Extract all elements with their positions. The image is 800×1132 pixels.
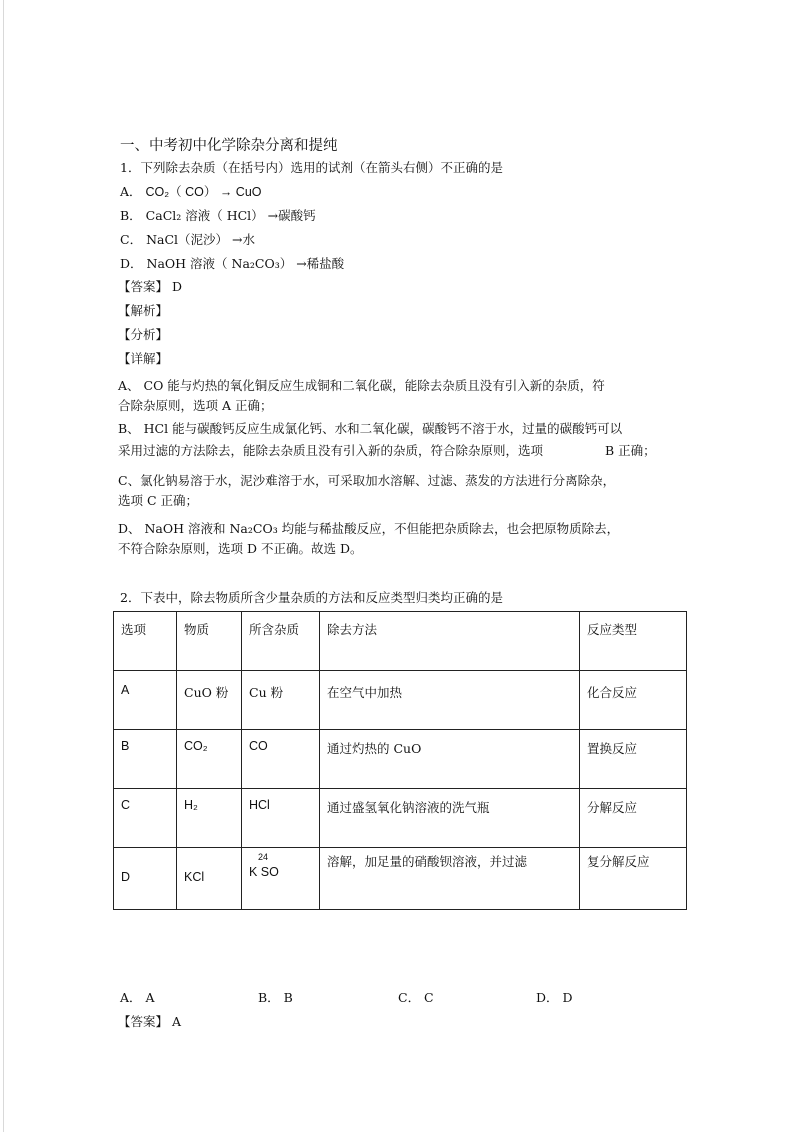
q2-answer: 【答案】 A — [118, 1014, 182, 1029]
q2-row-d-reaction-type: 复分解反应 — [580, 848, 687, 910]
q2-header-option: 选项 — [114, 612, 177, 671]
q2-row-d-impurity-formula — [249, 852, 319, 882]
q2-row-a-option: A — [114, 671, 177, 730]
q1-option-b — [120, 208, 316, 224]
q1-detail-d-1: D、 NaOH 溶液和 Na₂CO₃ 均能与稀盐酸反应，不但能把杂质除去，也会把原物质除去， — [118, 521, 620, 536]
q2-row-d-method: 溶解，加足量的硝酸钡溶液，并过滤 — [320, 848, 580, 910]
q1-fenxi: 【分析】 — [118, 327, 169, 342]
q2-table-header-row — [114, 612, 687, 671]
q2-row-a-reaction-type: 化合反应 — [580, 671, 687, 730]
q1-option-c-letter: C． — [120, 232, 143, 247]
q2-header-method: 除去方法 — [320, 612, 580, 671]
q1-option-b-letter: B． — [120, 208, 142, 223]
q2-choice-b: B． B — [258, 990, 293, 1005]
q1-stem: 1．下列除去杂质（在括号内）选用的试剂（在箭头右侧）不正确的是 — [120, 160, 503, 175]
q2-row-c-reaction-type: 分解反应 — [580, 789, 687, 848]
q2-row-d-option: D — [114, 848, 177, 910]
q2-table — [113, 611, 687, 910]
q2-row-b-method: 通过灼热的 CuO — [320, 730, 580, 789]
q2-row-b-substance: CO₂ — [177, 730, 242, 789]
q1-detail-a-1: A、 CO 能与灼热的氧化铜反应生成铜和二氧化碳，能除去杂质且没有引入新的杂质，符 — [118, 378, 605, 393]
q1-detail-c-1: C、氯化钠易溶于水，泥沙难溶于水，可采取加水溶解、过滤、蒸发的方法进行分离除杂， — [118, 473, 616, 488]
q2-table-row-a — [114, 671, 687, 730]
q2-row-b-reaction-type: 置换反应 — [580, 730, 687, 789]
q1-option-a-letter: A． — [120, 184, 142, 199]
q2-row-c-option: C — [114, 789, 177, 848]
q2-row-c-substance: H₂ — [177, 789, 242, 848]
q2-stem: 2．下表中，除去物质所含少量杂质的方法和反应类型归类均正确的是 — [120, 590, 503, 605]
q1-option-d — [120, 256, 344, 272]
q1-detail-b-3: B 正确； — [605, 443, 656, 458]
q2-table-row-b — [114, 730, 687, 789]
section-title: 一、中考初中化学除杂分离和提纯 — [120, 138, 338, 154]
q1-xiangjie: 【详解】 — [118, 351, 169, 366]
q2-row-c-impurity: HCl — [242, 789, 320, 848]
q1-detail-b-1: B、 HCl 能与碳酸钙反应生成氯化钙、水和二氧化碳，碳酸钙不溶于水，过量的碳酸钙可以 — [118, 421, 623, 436]
q1-option-b-text: CaCl₂ 溶液（ HCl） →碳酸钙 — [145, 208, 316, 223]
q2-row-d-impurity-upper: 24 — [258, 852, 269, 862]
q2-row-c-method: 通过盛氢氧化钠溶液的洗气瓶 — [320, 789, 580, 848]
q1-detail-b-2: 采用过滤的方法除去，能除去杂质且没有引入新的杂质，符合除杂原则，选项 — [118, 443, 544, 458]
q1-detail-a-2: 合除杂原则，选项 A 正确； — [118, 398, 273, 413]
q2-row-a-substance: CuO 粉 — [177, 671, 242, 730]
q1-jiexi: 【解析】 — [118, 303, 169, 318]
q1-detail-d-2: 不符合除杂原则，选项 D 不正确。故选 D。 — [118, 541, 363, 556]
q2-row-b-impurity: CO — [242, 730, 320, 789]
q2-header-impurity: 所含杂质 — [242, 612, 320, 671]
q1-option-d-letter: D． — [120, 256, 143, 271]
q1-option-a-text: CO₂（ CO） → CuO — [145, 185, 262, 199]
q2-header-reaction-type: 反应类型 — [580, 612, 687, 671]
page-edge — [3, 0, 4, 1132]
q2-table-row-c — [114, 789, 687, 848]
q2-row-d-impurity-lower: K SO — [249, 865, 279, 879]
q2-choice-d: D． D — [536, 990, 573, 1005]
q2-header-substance: 物质 — [177, 612, 242, 671]
q2-choice-a: A． A — [120, 990, 155, 1005]
q2-row-d-impurity — [242, 848, 320, 910]
q2-row-d-substance: KCl — [177, 848, 242, 910]
q2-row-b-option: B — [114, 730, 177, 789]
q1-option-c-text: NaCl（泥沙） →水 — [146, 232, 255, 247]
q2-row-a-method: 在空气中加热 — [320, 671, 580, 730]
q2-row-a-impurity: Cu 粉 — [242, 671, 320, 730]
q1-detail-c-2: 选项 C 正确； — [118, 493, 199, 508]
q2-choice-c: C． C — [398, 990, 434, 1005]
q1-option-c — [120, 232, 255, 248]
q2-table-row-d — [114, 848, 687, 910]
q1-option-a — [120, 184, 262, 200]
q1-option-d-text: NaOH 溶液（ Na₂CO₃） →稀盐酸 — [146, 256, 345, 271]
q1-answer: 【答案】 D — [118, 279, 182, 294]
